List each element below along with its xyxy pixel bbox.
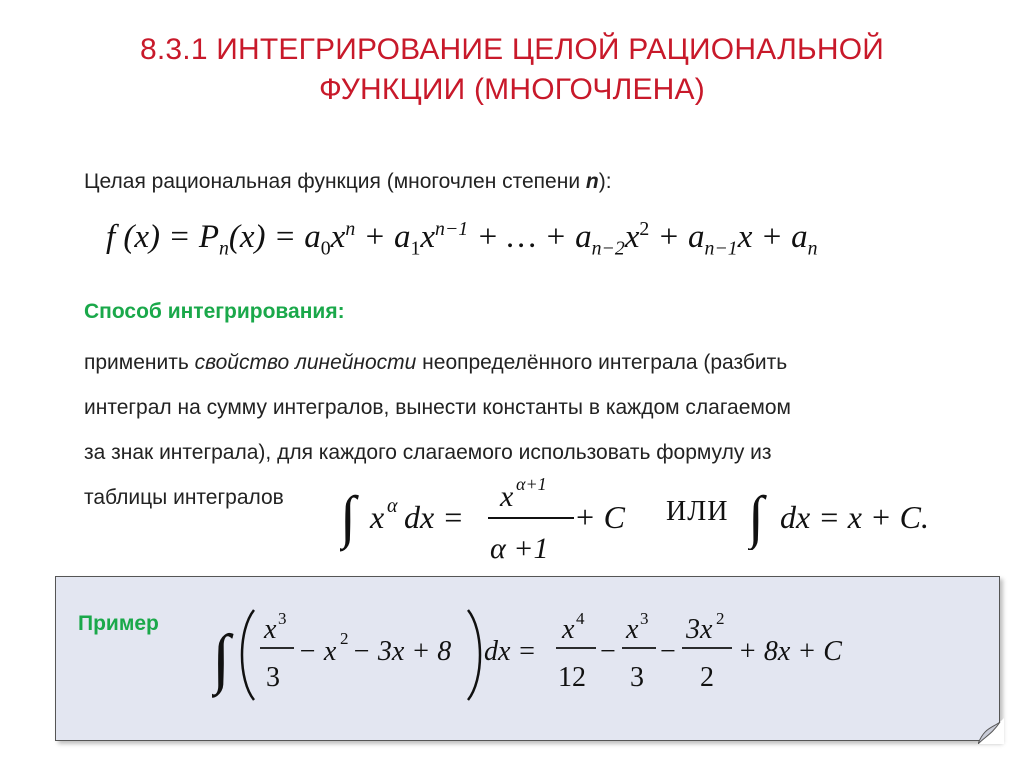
power-exponent: α	[387, 495, 398, 517]
r1-numerator: x	[562, 614, 575, 645]
integral-sign-icon: ∫	[340, 484, 356, 549]
r2-denominator: 3	[630, 662, 644, 693]
dx-integral-formula	[748, 480, 988, 550]
r3-denominator: 2	[700, 662, 714, 693]
integral-sign-icon: ∫	[212, 622, 231, 695]
title-line-1: 8.3.1 ИНТЕГРИРОВАНИЕ ЦЕЛОЙ РАЦИОНАЛЬНОЙ	[139, 33, 885, 66]
a0-subscript: 0	[320, 237, 331, 260]
term1-power: n−1	[435, 218, 469, 240]
method-line-1-end: неопределённого интеграла (разбить	[416, 351, 788, 374]
left-paren-icon	[242, 610, 254, 700]
term-dots: + … + a	[468, 219, 592, 255]
t2-term: − x	[298, 636, 337, 667]
power-integral-formula	[340, 470, 640, 570]
t3-terms: − 3x + 8	[352, 636, 452, 667]
term0-power: n	[345, 218, 356, 240]
title-line-2: ФУНКЦИИ (МНОГОЧЛЕНА)	[319, 73, 705, 106]
page-fold-icon	[978, 718, 1004, 744]
page-title	[0, 30, 1024, 110]
plus-constant: + C	[574, 499, 625, 535]
term3-x: x + a	[737, 219, 808, 255]
method-line-2: интеграл на сумму интегралов, вынести константы в каждом слагаемом	[84, 396, 791, 419]
a1-subscript: 1	[410, 237, 421, 260]
polynomial-formula	[106, 218, 818, 261]
linearity-emphasis: свойство линейности	[194, 351, 417, 374]
an2-subscript: n−2	[591, 237, 625, 260]
pn-subscript: n	[218, 237, 229, 260]
t1-numerator: x	[264, 614, 277, 645]
integral-sign-icon: ∫	[748, 484, 764, 549]
r2-numerator-power: 3	[640, 609, 649, 628]
formula-lhs: f (x) = P	[106, 219, 219, 255]
example-dx-equals: dx =	[484, 636, 537, 667]
intro-tail: ):	[598, 170, 612, 193]
r3-numerator-power: 2	[716, 609, 725, 628]
t2-power: 2	[340, 629, 349, 648]
numerator-exponent: α+1	[516, 474, 547, 494]
method-line-4: таблицы интегралов	[84, 486, 284, 509]
term2-power: 2	[639, 218, 650, 240]
method-line-3: за знак интеграла), для каждого слагаемого использовать формулу из	[84, 441, 772, 464]
an1-subscript: n−1	[704, 237, 738, 260]
term1-x: x	[420, 219, 436, 255]
r2-numerator: x	[626, 614, 639, 645]
method-line-1	[84, 351, 787, 375]
minus-sign-2: −	[660, 636, 676, 667]
r3-numerator: 3x	[686, 614, 713, 645]
method-heading: Способ интегрирования:	[84, 300, 345, 323]
example-formula	[212, 600, 892, 710]
term2-x: x	[624, 219, 640, 255]
term1-coef: + a	[355, 219, 411, 255]
an-subscript: n	[807, 237, 818, 260]
numerator-base: x	[500, 480, 514, 513]
intro-label: Целая рациональная функция (многочлен степени	[84, 170, 586, 193]
t1-numerator-power: 3	[278, 609, 287, 628]
example-label: Пример	[78, 612, 159, 635]
dx-formula-text: dx = x + C.	[780, 499, 929, 535]
power-base: x	[370, 499, 385, 535]
r1-numerator-power: 4	[576, 609, 585, 628]
term3-coef: + a	[649, 219, 705, 255]
result-tail: + 8x + C	[738, 636, 842, 667]
r1-denominator: 12	[558, 662, 586, 693]
denominator: α +1	[490, 532, 549, 565]
method-line-1-start: применить	[84, 351, 195, 374]
right-paren-icon	[468, 610, 480, 700]
dx-equals: dx =	[404, 499, 464, 535]
minus-sign-1: −	[600, 636, 616, 667]
degree-variable: n	[585, 170, 599, 193]
intro-text	[84, 170, 612, 194]
t1-denominator: 3	[266, 662, 280, 693]
formula-eq: (x) = a	[228, 219, 321, 255]
or-label: ИЛИ	[666, 496, 729, 527]
term0-x: x	[330, 219, 346, 255]
